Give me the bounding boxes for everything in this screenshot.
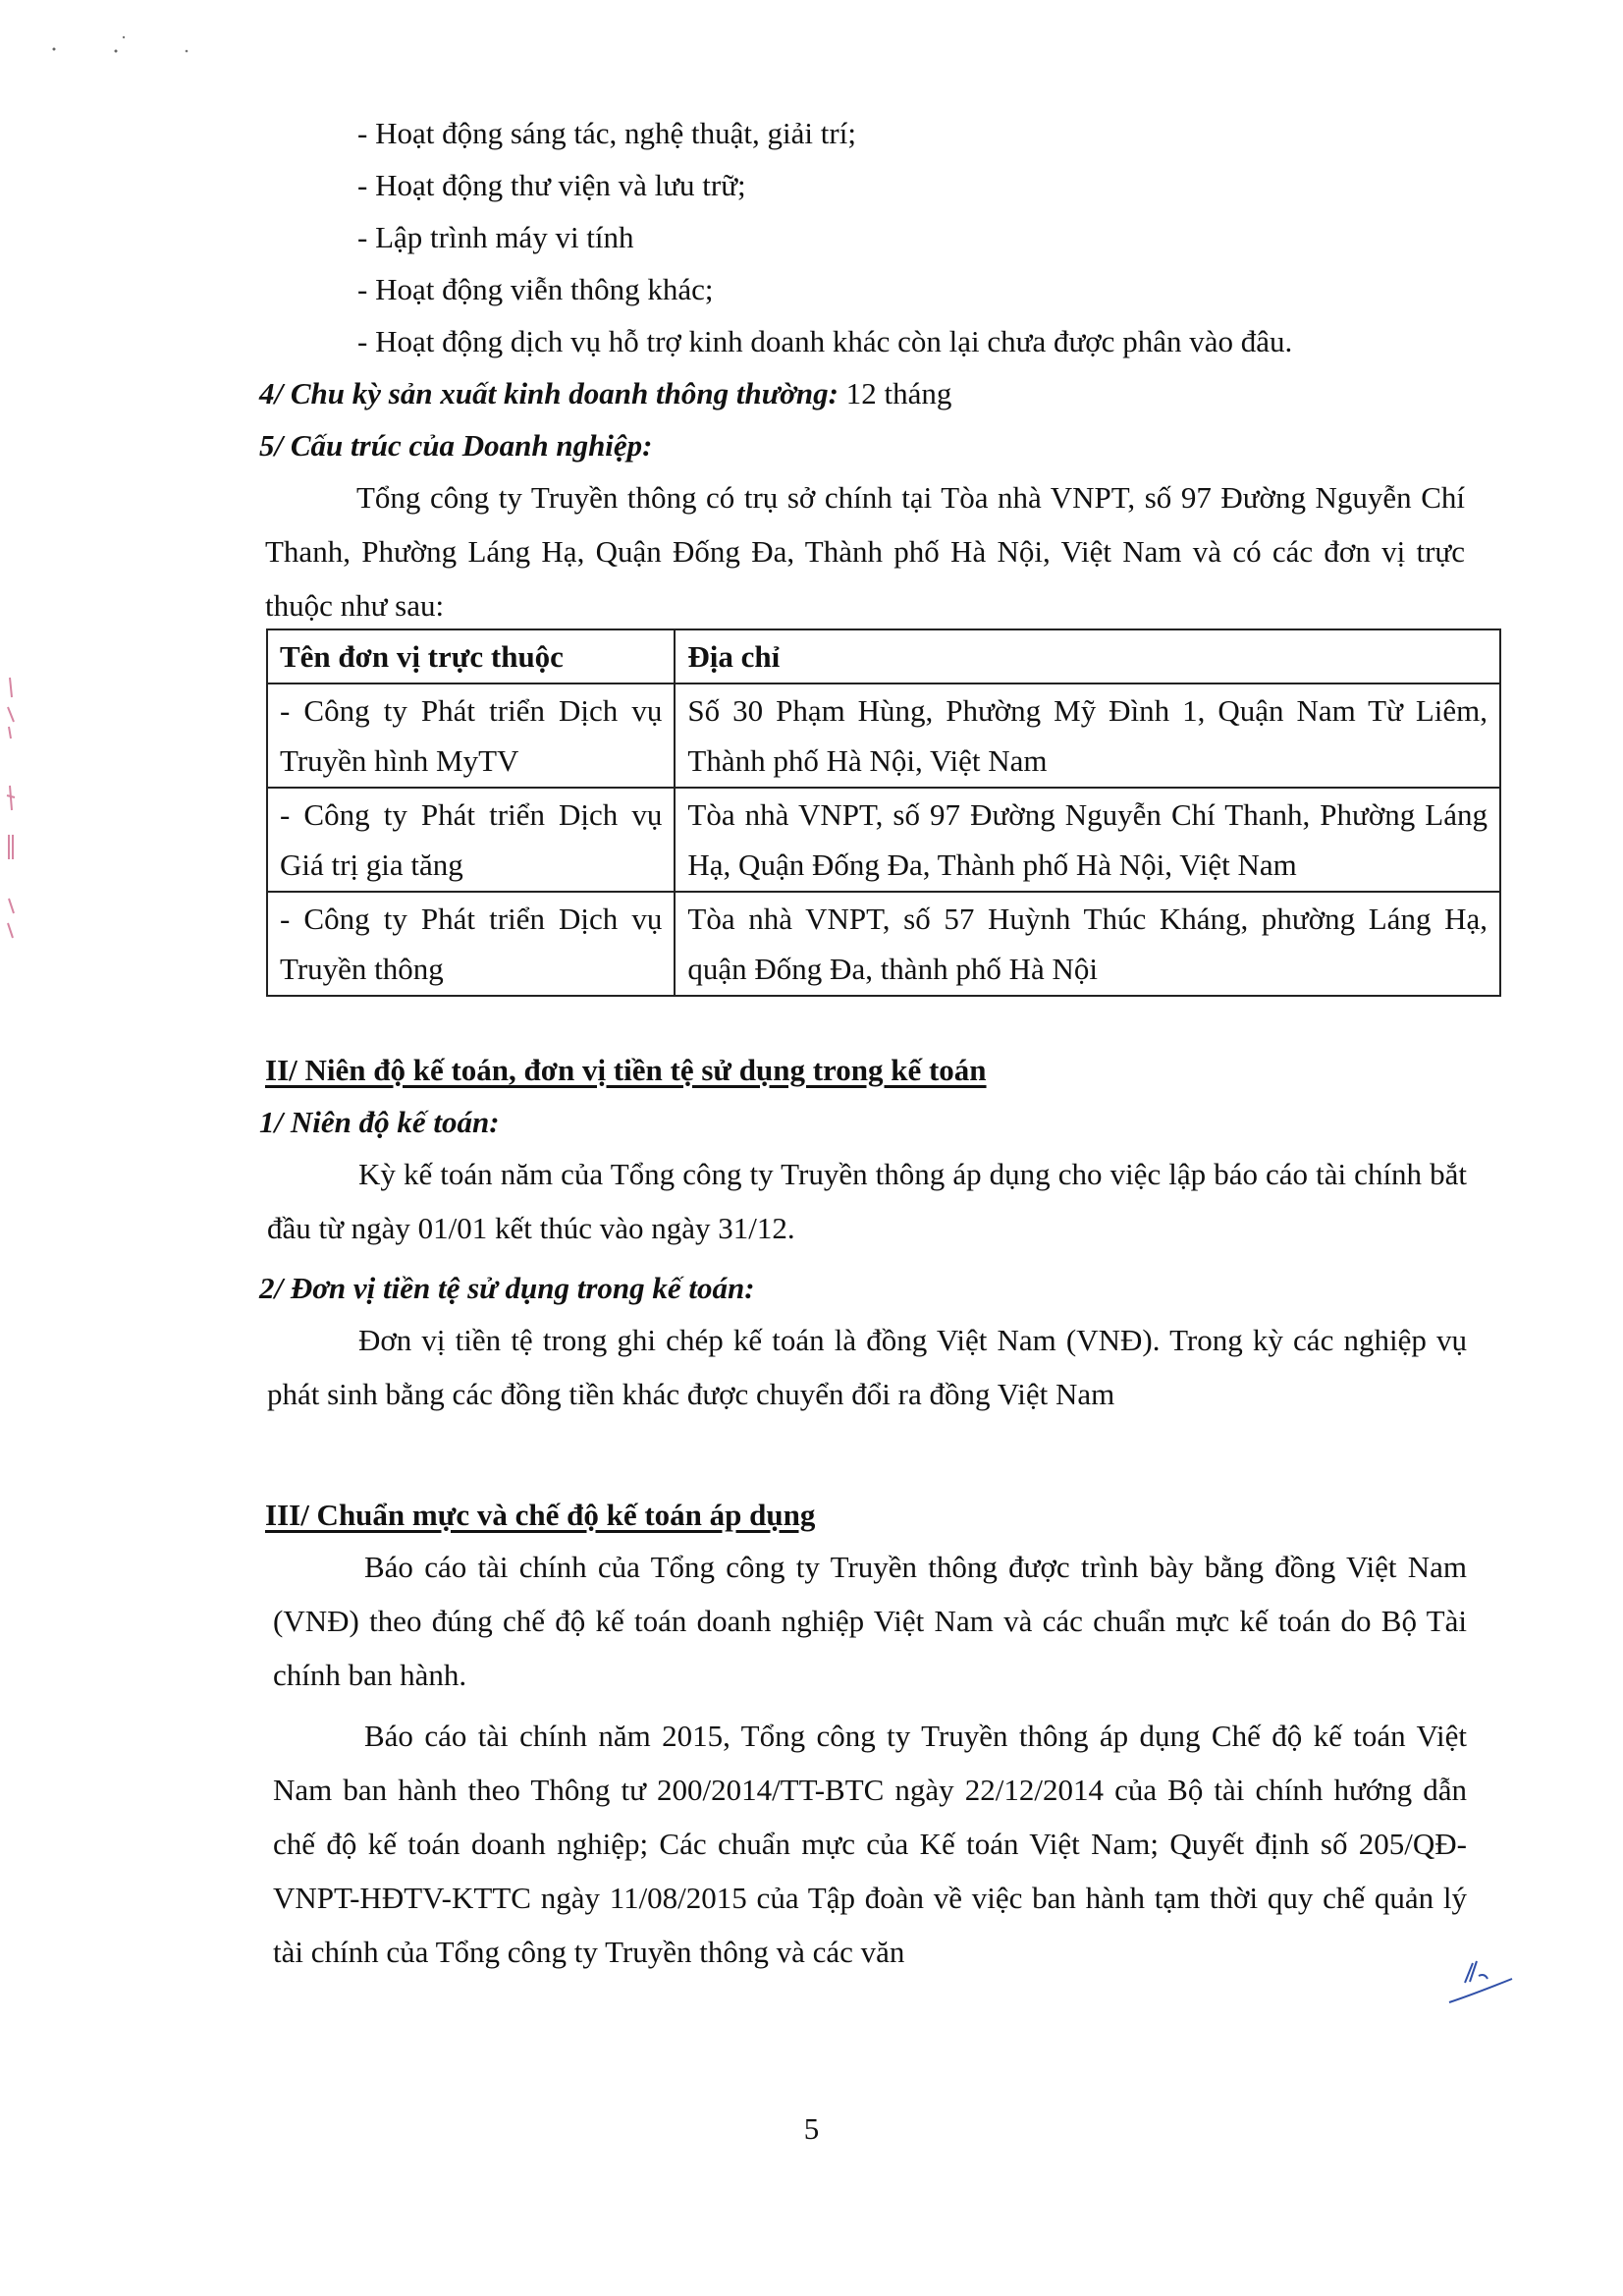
activity-item: - Hoạt động sáng tác, nghệ thuật, giải trí; bbox=[357, 116, 856, 150]
table-row bbox=[267, 892, 1500, 996]
handwritten-initials bbox=[1443, 1949, 1522, 2008]
subsidiaries-table bbox=[266, 629, 1501, 997]
section2-sub2-text: Đơn vị tiền tệ trong ghi chép kế toán là đồng Việt Nam (VNĐ). Trong kỳ các nghiệp vụ phát sinh bằng các đồng tiền khác được chuyển đổi ra đồng Việt Nam bbox=[267, 1323, 1467, 1411]
section3-title: III/ Chuẩn mực và chế độ kế toán áp dụng bbox=[265, 1498, 816, 1532]
section3-para1-text: Báo cáo tài chính của Tổng công ty Truyền thông được trình bày bằng đồng Việt Nam (VNĐ) theo đúng chế độ kế toán doanh nghiệp Việt Nam và các chuẩn mực kế toán do Bộ Tài chính ban hành. bbox=[273, 1550, 1467, 1692]
unit-name: - Công ty Phát triển Dịch vụ Giá trị gia tăng bbox=[267, 788, 675, 892]
table-row bbox=[267, 683, 1500, 788]
unit-address: Tòa nhà VNPT, số 97 Đường Nguyễn Chí Thanh, Phường Láng Hạ, Quận Đống Đa, Thành phố Hà Nội, Việt Nam bbox=[675, 788, 1500, 892]
section3-paragraph2 bbox=[273, 1709, 1467, 1979]
section2-sub1-label: 1/ Niên độ kế toán: bbox=[259, 1105, 500, 1139]
scan-specks bbox=[39, 29, 216, 59]
section3-paragraph1 bbox=[273, 1540, 1467, 1702]
activity-item: - Hoạt động viễn thông khác; bbox=[357, 272, 714, 306]
table-header-row bbox=[267, 629, 1500, 683]
section4-heading bbox=[259, 366, 951, 420]
unit-address: Tòa nhà VNPT, số 57 Huỳnh Thúc Kháng, phường Láng Hạ, quận Đống Đa, thành phố Hà Nội bbox=[675, 892, 1500, 996]
section3-para2-text: Báo cáo tài chính năm 2015, Tổng công ty Truyền thông áp dụng Chế độ kế toán Việt Nam ban hành theo Thông tư 200/2014/TT-BTC ngày 22/12/2014 của Bộ tài chính hướng dẫn chế độ kế toán doanh nghiệp; Các chuẩn mực của Kế toán Việt Nam; Quyết định số 205/QĐ-VNPT-HĐTV-KTTC ngày 11/08/2015 của Tập đoàn về việc ban hành tạm thời quy chế quản lý tài chính của Tổng công ty Truyền thông và các văn bbox=[273, 1719, 1467, 1969]
section5-paragraph-text: Tổng công ty Truyền thông có trụ sở chính tại Tòa nhà VNPT, số 97 Đường Nguyễn Chí Thanh, Phường Láng Hạ, Quận Đống Đa, Thành phố Hà Nội, Việt Nam và có các đơn vị trực thuộc như sau: bbox=[265, 480, 1465, 623]
activity-item: - Hoạt động dịch vụ hỗ trợ kinh doanh khác còn lại chưa được phân vào đâu. bbox=[357, 324, 1293, 358]
activity-item: - Lập trình máy vi tính bbox=[357, 220, 634, 254]
section4-value: 12 tháng bbox=[838, 376, 952, 410]
section2-title: II/ Niên độ kế toán, đơn vị tiền tệ sử dụng trong kế toán bbox=[265, 1053, 987, 1087]
section2-sub1-paragraph bbox=[267, 1147, 1467, 1255]
unit-name: - Công ty Phát triển Dịch vụ Truyền thông bbox=[267, 892, 675, 996]
table-header-name: Tên đơn vị trực thuộc bbox=[267, 629, 675, 683]
section5-heading: 5/ Cấu trúc của Doanh nghiệp: bbox=[259, 428, 653, 463]
activity-item: - Hoạt động thư viện và lưu trữ; bbox=[357, 168, 746, 202]
section4-label: 4/ Chu kỳ sản xuất kinh doanh thông thường: bbox=[259, 376, 839, 410]
margin-stamp-marks bbox=[0, 668, 29, 962]
table-row bbox=[267, 788, 1500, 892]
section5-paragraph bbox=[265, 470, 1465, 632]
section2-sub2-label: 2/ Đơn vị tiền tệ sử dụng trong kế toán: bbox=[259, 1271, 755, 1305]
table-header-address: Địa chỉ bbox=[675, 629, 1500, 683]
section2-sub1-text: Kỳ kế toán năm của Tổng công ty Truyền thông áp dụng cho việc lập báo cáo tài chính bắt đầu từ ngày 01/01 kết thúc vào ngày 31/12. bbox=[267, 1157, 1467, 1245]
page-number: 5 bbox=[803, 2111, 820, 2146]
unit-name: - Công ty Phát triển Dịch vụ Truyền hình MyTV bbox=[267, 683, 675, 788]
unit-address: Số 30 Phạm Hùng, Phường Mỹ Đình 1, Quận Nam Từ Liêm, Thành phố Hà Nội, Việt Nam bbox=[675, 683, 1500, 788]
section2-sub2-paragraph bbox=[267, 1313, 1467, 1421]
